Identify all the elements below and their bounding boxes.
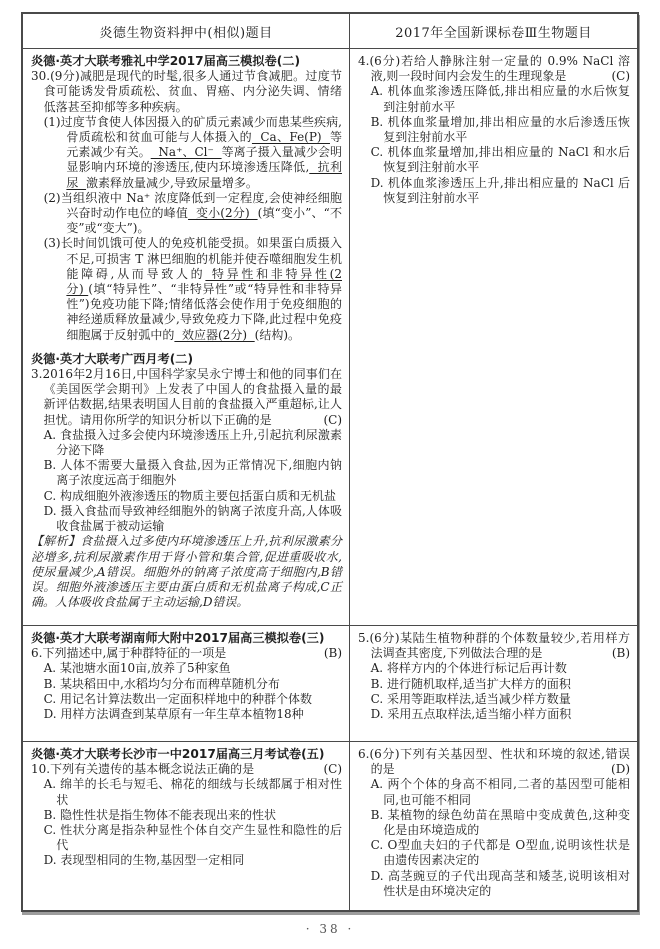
option-line: C. O型血夫妇的子代都是 O型血,说明该性状是由遗传因素决定的 [370, 838, 630, 868]
option-line: B. 机体血浆量增加,排出相应量的水后渗透压恢复到注射前水平 [370, 114, 630, 145]
option-line: A. 某池塘水面10亩,放养了5种家鱼 [43, 661, 231, 676]
source-title: 炎德·英才大联考广西月考(二) [31, 351, 194, 366]
option-line: A. 绵羊的长毛与短毛、棉花的细绒与长绒都属于相对性状 [43, 777, 342, 807]
option-line: C. 机体血浆量增加,排出相应量的 NaCl 和水后恢复到注射前水平 [370, 145, 630, 175]
question-text: 3.2016年2月16日,中国科学家吴永宁博士和他的同事们在《美国医学会期刊》上发表了中国人的食盐摄入量的最新评估数据,结果表明国人目前的食盐摄入严重超标,让人担忧。请用你所学的知识分析以下正确的是 (C) [31, 367, 342, 427]
question-text: 10.下列有关遗传的基本概念说法正确的是 (C) [31, 762, 342, 777]
cell-right-row3 [350, 742, 637, 910]
table-row [23, 741, 637, 910]
option-line: D. 摄入食盐而导致神经细胞外的钠离子浓度升高,人体吸收食盐属于被动运输 [43, 503, 342, 534]
header-right-title: 2017年全国新课标卷Ⅲ生物题目 [395, 26, 592, 41]
question-text: 6.(6分)下列有关基因型、性状和环境的叙述,错误的是 (D) [358, 747, 630, 777]
cell-left-row3 [23, 742, 350, 910]
option-line: A. 机体血浆渗透压降低,排出相应量的水后恢复到注射前水平 [370, 84, 630, 114]
option-line: C. 性状分离是指杂种显性个体自交产生显性和隐性的后代 [43, 823, 342, 853]
option-line: C. 采用等距取样法,适当减少样方数量 [370, 691, 571, 706]
option-line: B. 人体不需要大量摄入食盐,因为正常情况下,细胞内钠离子浓度远高于细胞外 [43, 458, 342, 488]
table-row [23, 625, 637, 741]
cell-left-row1 [23, 49, 350, 625]
question-text: (2)当组织液中 Na⁺ 浓度降低到一定程度,会使神经细胞兴奋时动作电位的峰值 变小(2分) (填“变小”、“不变”或“变大”)。 [43, 190, 342, 236]
table-header-row [23, 14, 637, 48]
source-title: 炎德·英才大联考长沙市一中2017届高三月考试卷(五) [31, 747, 325, 761]
question-text: (3)长时间饥饿可使人的免疫机能受损。如果蛋白质摄入不足,可损害 T 淋巴细胞的机能并使吞噬细胞发生机能障碍,从而导致人的 特异性和非特异性(2分) (填“特异性”、“非特异性”或“特异性和非特异性”)免疫功能下降;情绪低落会使作用于免疫细胞的神经递质释放量减少,导致免疫力下降,此过程中免疫细胞属于反射弧中的 效应器(2分) (结构)。 [43, 236, 342, 342]
analysis-text: 【解析】食盐摄入过多使内环境渗透压上升,抗利尿激素分泌增多,抗利尿激素作用于肾小管和集合管,促进重吸收水,使尿量减少,A错误。细胞外的钠离子浓度高于细胞内,B错误。细胞外液渗透压主要由蛋白质和无机盐离子构成,C正确。人体吸收食盐属于主动运输,D错误。 [31, 534, 342, 610]
option-line: D. 机体血浆渗透压上升,排出相应量的 NaCl 后恢复到注射前水平 [370, 175, 630, 205]
source-title: 炎德·英才大联考湖南师大附中2017届高三模拟卷(三) [31, 631, 325, 645]
question-text: 30.(9分)减肥是现代的时髦,很多人通过节食减肥。过度节食可能诱发骨质疏松、贫血、胃癌、内分泌失调、情绪低落甚至抑郁等多种疾病。 [31, 69, 342, 114]
question-text: 6.下列描述中,属于种群特征的一项是 (B) [31, 646, 342, 661]
question-text: (1)过度节食使人体因摄入的矿质元素减少而患某些疾病,骨质疏松和贫血可能与人体摄入的 Ca、Fe(P) 等元素减少有关。 Na⁺、Cl⁻ 等离子摄入量减少会明显影响内环境的渗透压,使内环境渗透压降低, 抗利尿 激素释放量减少,导致尿量增多。 [43, 114, 342, 190]
option-line: A. 两个个体的身高不相同,二者的基因型可能相同,也可能不相同 [370, 777, 630, 807]
option-line: D. 用样方法调查到某草原有一年生草本植物18种 [43, 707, 304, 722]
option-line: C. 用记名计算法数出一定面积样地中的种群个体数 [43, 691, 312, 706]
question-text: 4.(6分)若给人静脉注射一定量的 0.9% NaCl 溶液,则一段时间内会发生的生理现象是 (C) [358, 54, 630, 84]
header-left-title: 炎德生物资料押中(相似)题目 [23, 14, 350, 48]
option-line: D. 表现型相同的生物,基因型一定相同 [43, 853, 245, 868]
option-line: C. 构成细胞外液渗透压的物质主要包括蛋白质和无机盐 [43, 488, 336, 503]
comparison-rows [23, 48, 637, 910]
option-line: D. 采用五点取样法,适当缩小样方面积 [370, 707, 572, 722]
cell-right-row1 [350, 49, 637, 625]
option-line: B. 某植物的绿色幼苗在黑暗中变成黄色,这种变化是由环境造成的 [370, 807, 630, 838]
table-row [23, 48, 637, 625]
source-title: 炎德·英才大联考雅礼中学2017届高三模拟卷(二) [31, 54, 301, 68]
comparison-table [21, 12, 639, 912]
question-text: 5.(6分)某陆生植物种群的个体数量较少,若用样方法调查其密度,下列做法合理的是 (B) [358, 631, 630, 661]
option-line: A. 食盐摄入过多会使内环境渗透压上升,引起抗利尿激素分泌下降 [43, 427, 342, 458]
option-line: B. 进行随机取样,适当扩大样方的面积 [370, 676, 571, 691]
cell-right-row2 [350, 626, 637, 741]
page-number: · 38 · [305, 922, 355, 936]
option-line: B. 隐性性状是指生物体不能表现出来的性状 [43, 807, 277, 822]
option-line: D. 高茎豌豆的子代出现高茎和矮茎,说明该相对性状是由环境决定的 [370, 868, 630, 898]
option-line: A. 将样方内的个体进行标记后再计数 [370, 661, 567, 676]
option-line: B. 某块稻田中,水稻均匀分布而稗草随机分布 [43, 676, 280, 691]
cell-left-row2 [23, 626, 350, 741]
spacer [31, 343, 342, 352]
